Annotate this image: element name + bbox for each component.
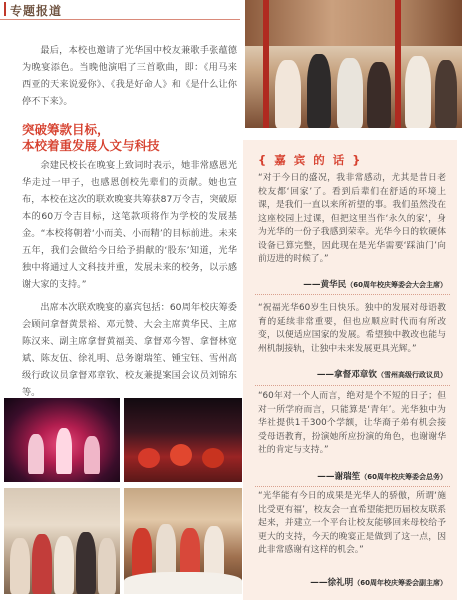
article-paragraph-2 xyxy=(22,157,237,293)
quotes-section-title: { 嘉 宾 的 话 } xyxy=(258,153,363,167)
dinner-table-photo xyxy=(124,488,242,594)
article-paragraph-1 xyxy=(22,42,237,110)
quote-1-role: （60周年校庆筹委会大会主席） xyxy=(346,281,447,289)
quote-3-signature xyxy=(247,470,447,482)
quote-4-text: “光华能有今日的成果是光华人的骄傲，所谓‘施比受更有福’，校友会一直希望能把历届校友联系起来，并建立一个平台让校友能够回来母校给予更大的支持，今天的晚宴正是做到了这一点，因此非常感谢有这样的机会。” xyxy=(258,491,446,555)
dance-performance-photo xyxy=(4,398,120,482)
guests-group-photo xyxy=(4,488,120,594)
header-accent-bar xyxy=(4,2,6,16)
quote-1-name: ——黄华民 xyxy=(303,280,347,290)
article-paragraph-3 xyxy=(22,299,237,401)
article-subheading-line-1: 突破筹款目标， xyxy=(22,122,110,137)
drum-performance-photo xyxy=(124,398,242,482)
quote-divider xyxy=(255,486,450,487)
banquet-stage-photo xyxy=(245,0,462,128)
article-paragraph-1-text: 最后，本校也邀请了光华国中校友兼歌手张蕴德为晚宴添色。当晚他演唱了三首歌曲，即：《用马来西亚的天来说爱你》、《我是好命人》和《是什么让你停不下来》。 xyxy=(22,45,237,107)
quote-4-name: ——徐礼明 xyxy=(310,578,354,588)
quote-3-name: ——谢瑞笙 xyxy=(317,472,361,482)
quote-3-text: “60年对一个人而言，绝对是个不短的日子；但对一所学府而言，只能算是‘青年’。光华独中为华社提供1千300个学额，让华裔子弟有机会接受母语教育，扮演她所应扮演的角色，也谢谢华社的肯定与支持。” xyxy=(258,391,446,455)
quote-divider xyxy=(255,385,450,386)
quote-2-text: “祝福光华60岁生日快乐。独中的发展对母语教育的延续非常重要，但也应顺应时代而有所改变，以便适应国家的发展。希望独中教改也能与州机制接轨，让独中未来发展更具光辉。” xyxy=(258,303,446,354)
quote-1-signature xyxy=(247,278,447,290)
quote-2-role: （雪州高级行政议员） xyxy=(377,371,447,379)
quote-2-signature xyxy=(247,368,447,380)
article-paragraph-3-text: 出席本次联欢晚宴的嘉宾包括：60周年校庆筹委会顾问拿督黄景裕、邓元赞、大会主席黄华民、主席陈汉来、副主席拿督黄福美、拿督邓今智、拿督林宽斌、陈友伍、徐礼明、总务谢瑞笙、锺宝钰、雪州高级行政议员拿督邓章钦、校友兼提案国会议员刘锦东等。 xyxy=(22,302,237,398)
quote-3-role: （60周年校庆筹委会总务） xyxy=(360,473,447,481)
section-title: 专题报道 xyxy=(10,4,63,18)
header-divider xyxy=(0,19,240,20)
quote-2-name: ——拿督邓章钦 xyxy=(316,370,377,380)
article-subheading-line-2: 本校着重发展人文与科技 xyxy=(22,138,160,153)
quote-1-text: “对于今日的盛况，我非常感动，尤其是昔日老校友都‘回家’了。看到后辈们在舒适的环境上课，是我们一直以来所祈望的事。我们虽然没在这座校园上过课，但把这里当作‘永久的家’，身为光华的一份子我感到荣幸。光华今日的软硬体设备已算完整，因此现在是光华需要‘踩油门’向前迈进的时候了。” xyxy=(258,173,446,264)
quote-4-role: （60周年校庆筹委会副主席） xyxy=(353,579,447,587)
article-paragraph-2-text: 余建民校长在晚宴上致词时表示，她非常感恩光华走过一甲子，也感恩创校先辈们的贡献。她也宣布，本校在这次的联欢晚宴共筹获87万令吉，突破原本的60万令吉目标，这笔款项将作为学校的发展基金。“本校将朝着‘小而美、小而精’的目标前进。未来五年，我们会做给今日给予捐献的‘股东’知道，光华独中将通过人文科技并重，发展未来的校务，以示感谢大家的支持。” xyxy=(22,160,237,290)
quote-4-signature xyxy=(247,576,447,588)
quote-divider xyxy=(255,294,450,295)
